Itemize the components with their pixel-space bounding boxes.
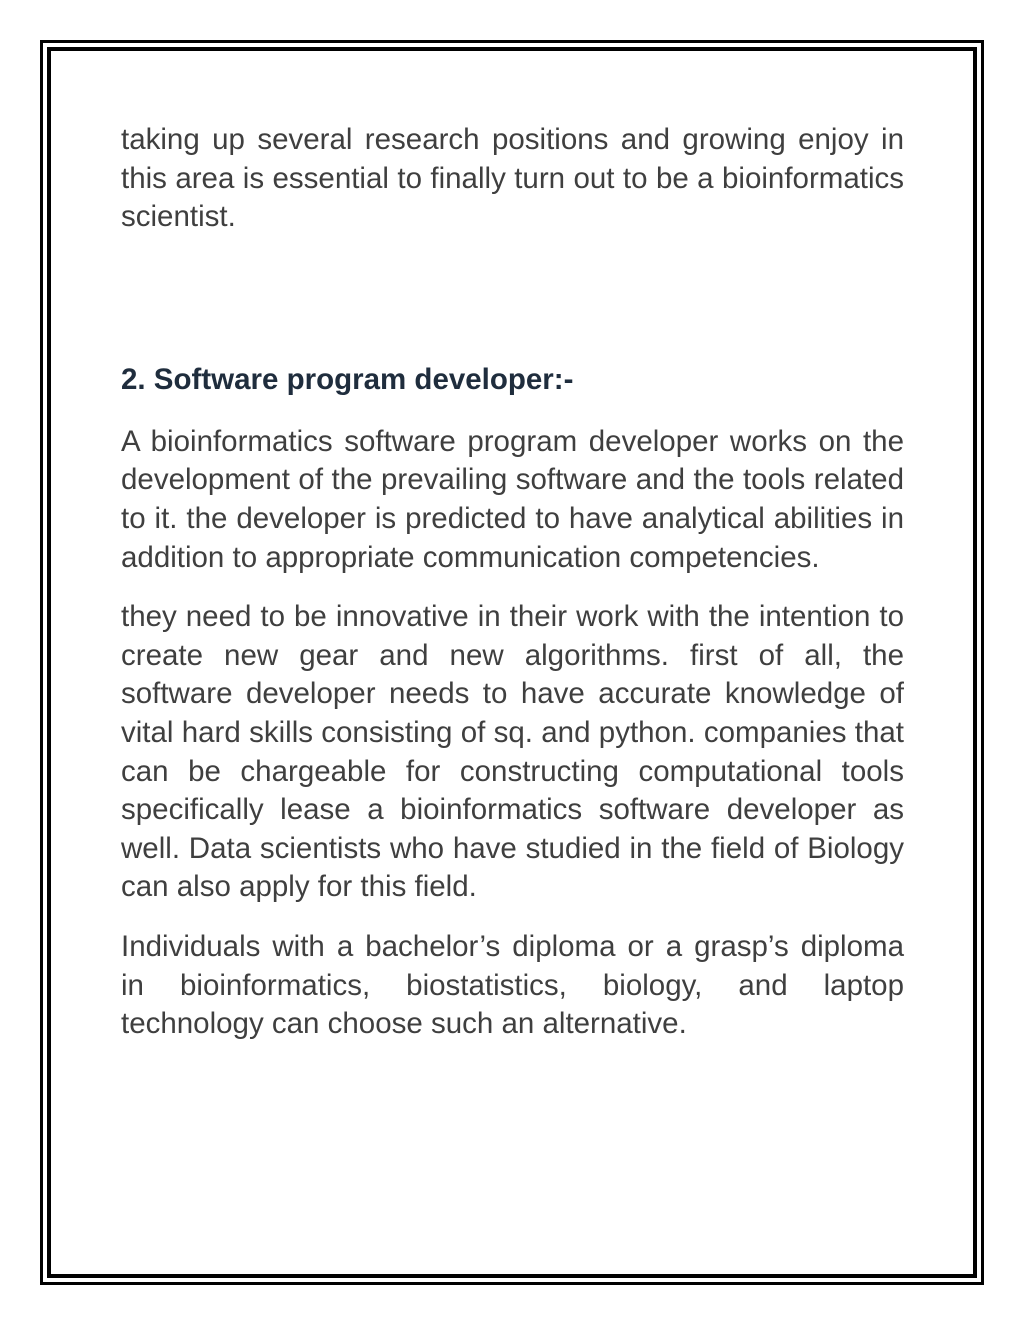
document-body	[121, 121, 904, 1044]
section-heading: 2. Software program developer:-	[121, 362, 574, 396]
intro-paragraph: taking up several research positions and growing enjoy in this area is essential to finally turn out to be a bioinformatics scientist.	[121, 123, 904, 234]
paragraph-developer-skills: they need to be innovative in their work with the intention to create new gear and new algorithms. first of all, the software developer needs to have accurate knowledge of vital hard skills consisting of sq. and python. companies that can be chargeable for constructing computational tools specifically lease a bioinformatics software developer as well. Data scientists who have studied in the field of Biology can also apply for this field.	[121, 600, 904, 904]
paragraph-qualifications: Individuals with a bachelor’s diploma or a grasp’s diploma in bioinformatics, biostatistics, biology, and laptop technology can choose such an alternative.	[121, 929, 904, 1041]
paragraph-developer-role: A bioinformatics software program developer works on the development of the prevailing software and the tools related to it. the developer is predicted to have analytical abilities in addition to appropriate communication competencies.	[121, 424, 904, 574]
